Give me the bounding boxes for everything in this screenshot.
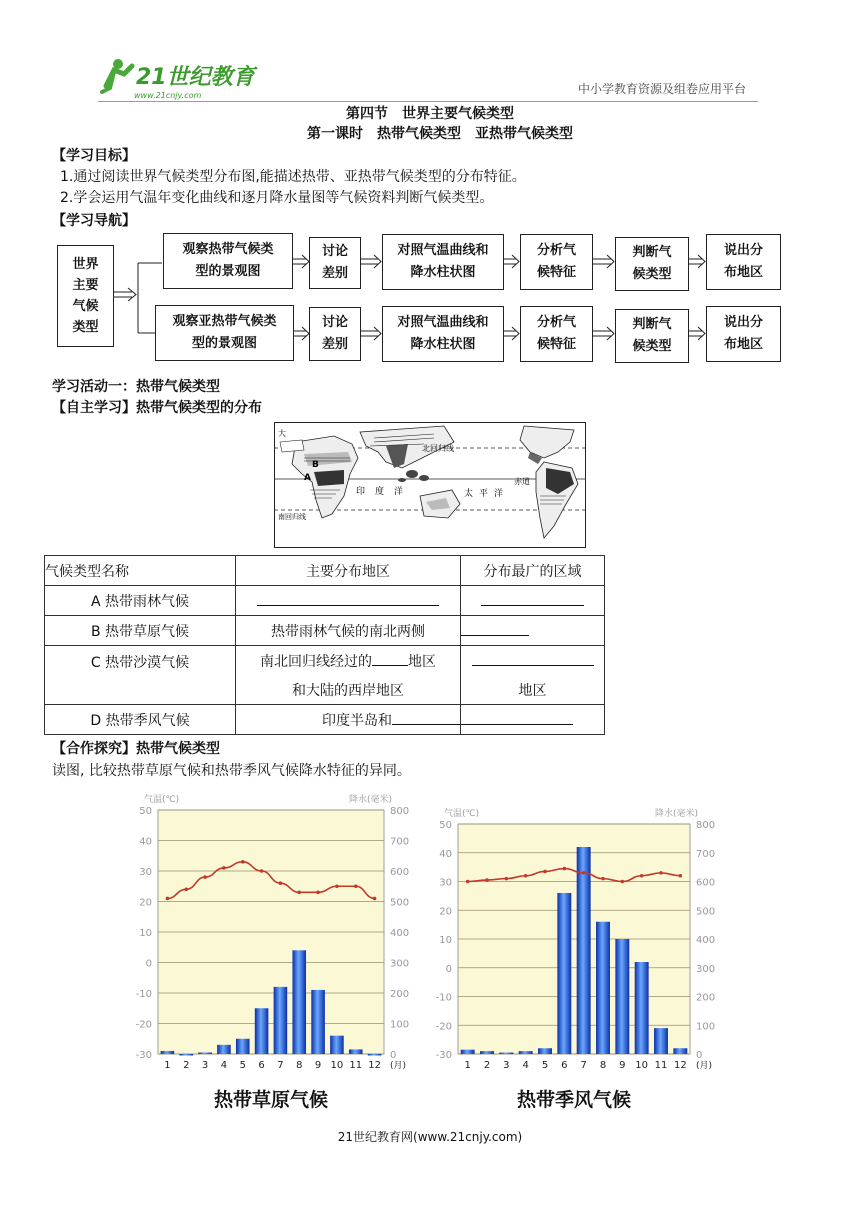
y-axis-label: 气温(℃) [144,795,180,805]
temperature-point [222,866,226,870]
lesson-title: 第一课时 热带气候类型 亚热带气候类型 [307,126,573,142]
temperature-point [279,881,283,885]
section-title: 第四节 世界主要气候类型 [346,106,514,122]
y2-tick-label: 100 [390,1019,410,1031]
x-unit-label: (月) [696,1061,713,1071]
row-c-region-b: 和大陆的西岸地区 [236,675,461,705]
map-label-tropic-cancer: 北回归线 [422,444,454,453]
precip-bar [499,1053,513,1055]
row-d-region [236,705,461,735]
x-tick-label: 3 [201,1060,209,1071]
temperature-point [640,874,644,878]
y2-tick-label: 500 [390,897,410,909]
x-unit-label: (月) [390,1061,407,1071]
row-d-name: D 热带季风气候 [45,705,236,735]
row-b-name: B 热带草原气候 [45,616,236,646]
x-tick-label: 7 [277,1060,284,1071]
row-c-region-a [236,646,461,676]
x-tick-label: 4 [522,1060,529,1071]
x-tick-label: 4 [220,1060,228,1071]
precip-bar [654,1028,668,1054]
map-label-da: 大 [278,429,286,438]
y-tick-label: -20 [135,1019,152,1031]
y-tick-label: -10 [135,989,152,1000]
nav-row1-step2: 讨论差别 [309,237,361,289]
temperature-point [241,860,245,864]
y2-tick-label: 300 [696,963,716,975]
y-tick-label: -20 [435,1021,452,1033]
y2-tick-label: 700 [390,836,410,848]
precip-bar [217,1045,231,1054]
y-tick-label: 30 [439,877,452,889]
y-tick-label: 30 [139,867,152,878]
precip-bar [349,1049,363,1054]
temperature-point [543,870,547,874]
x-tick-label: 5 [541,1060,549,1071]
nav-row1-step3-label: 对照气温曲线和降水柱状图 [397,243,489,280]
y2-tick-label: 0 [696,1050,703,1061]
y2-tick-label: 400 [696,935,716,946]
row-a-region [236,586,461,616]
precip-bar [198,1052,212,1054]
temperature-point [563,867,567,871]
precip-bar [255,1008,269,1054]
nav-row2-step4: 分析气候特征 [520,306,593,362]
footer-text: 21世纪教育网(www.21cnjy.com) [337,1130,523,1144]
goals-heading: 【学习目标】 [52,148,136,164]
x-tick-label: 8 [599,1060,607,1071]
nav-row2-step2: 讨论差别 [309,307,361,361]
y-axis-label: 气温(℃) [444,809,480,819]
precip-bar [461,1050,475,1054]
x-tick-label: 11 [654,1060,668,1071]
precip-bar [236,1039,250,1054]
y2-tick-label: 800 [696,820,716,831]
temperature-point [621,880,625,884]
x-tick-label: 6 [258,1060,265,1071]
x-tick-label: 12 [368,1060,381,1071]
temperature-point [679,874,683,878]
temperature-point [466,880,470,884]
y2-tick-label: 800 [390,806,410,817]
row-d-region-text: 印度半岛和 [322,712,392,729]
table-row [45,616,605,646]
precip-bar [519,1051,533,1054]
x-tick-label: 1 [164,1060,171,1071]
y2-tick-label: 200 [696,992,716,1004]
precip-bar [292,950,306,1054]
y-tick-label: 10 [439,935,452,946]
temperature-point [659,871,663,875]
chart-monsoon [428,804,728,1120]
y2-tick-label: 600 [696,877,716,889]
chart-savanna [132,790,428,1120]
precip-bar [179,1054,193,1056]
row-c-name: C 热带沙漠气候 [45,646,236,705]
table-header-widest: 分布最广的区域 [461,556,605,586]
temperature-point [505,877,509,881]
table-header-region: 主要分布地区 [236,556,461,586]
temperature-point [485,878,489,882]
row-a-widest [461,586,605,616]
y-tick-label: 40 [439,848,452,860]
y2-tick-label: 700 [696,848,716,860]
map-label-indian-ocean: 印度洋 [356,487,414,497]
precip-bar [673,1048,687,1054]
temperature-point [316,891,320,895]
self-study-heading: 【自主学习】热带气候类型的分布 [52,400,262,416]
temperature-point [335,884,339,888]
activity1-heading: 学习活动一：热带气候类型 [52,379,220,395]
row-c-region-a-suffix: 地区 [408,653,436,670]
temperature-point [354,884,358,888]
nav-row1-step5: 判断气候类型 [615,237,689,291]
goal-item-1: 1.通过阅读世界气候类型分布图,能描述热带、亚热带气候类型的分布特征。 [60,169,526,185]
precip-bar [311,990,325,1054]
table-header-name: 气候类型名称 [45,556,236,586]
precip-bar [368,1054,382,1056]
temperature-point [601,877,605,881]
goal-item-2: 2.学会运用气温年变化曲线和逐月降水量图等气候资料判断气候类型。 [60,190,494,206]
x-tick-label: 2 [183,1060,190,1071]
precip-bar [480,1051,494,1054]
platform-name: 中小学教育资源及组卷应用平台 [578,82,747,96]
cooperate-heading: 【合作探究】热带气候类型 [52,741,220,757]
row-c-widest-a [461,646,605,676]
x-tick-label: 3 [503,1060,510,1071]
map-label-equator: 赤道 [514,477,530,486]
row-d-widest [461,705,605,735]
row-b-widest [461,616,605,646]
climate-table [44,555,605,735]
x-tick-label: 2 [483,1060,491,1071]
y-tick-label: -30 [135,1050,152,1061]
y-tick-label: 0 [145,958,152,970]
x-tick-label: 10 [635,1060,649,1071]
temperature-point [582,871,586,875]
precip-bar [577,847,591,1054]
precip-bar [615,939,629,1054]
y2-axis-label: 降水(毫米) [654,809,698,819]
y-tick-label: -10 [435,992,452,1004]
y2-axis-label: 降水(毫米) [348,795,392,805]
precip-bar [161,1051,175,1054]
x-tick-label: 8 [296,1060,303,1071]
logo-text: 21世纪教育 [136,65,255,90]
x-tick-label: 9 [619,1060,626,1071]
nav-row1-step4: 分析气候特征 [520,234,593,290]
x-tick-label: 9 [314,1060,322,1071]
y2-tick-label: 500 [696,906,716,918]
temperature-point [297,891,301,895]
temperature-point [260,869,264,873]
nav-heading: 【学习导航】 [52,213,136,229]
y-tick-label: 20 [139,897,152,909]
row-a-name: A 热带雨林气候 [45,586,236,616]
y2-tick-label: 600 [390,867,410,878]
y-tick-label: -30 [435,1050,452,1061]
cooperate-prompt: 读图, 比较热带草原气候和热带季风气候降水特征的异同。 [52,763,411,779]
table-row [45,646,605,676]
y2-tick-label: 100 [696,1021,716,1033]
nav-row2-step5: 判断气候类型 [615,309,689,363]
row-b-region: 热带雨林气候的南北两侧 [236,616,461,646]
precip-bar [635,962,649,1054]
temperature-point [203,875,207,879]
x-tick-label: 10 [330,1060,344,1071]
precip-bar [330,1036,344,1054]
y2-tick-label: 200 [390,989,410,1000]
map-label-pacific: 太平洋 [464,489,510,499]
y-tick-label: 50 [139,806,152,817]
nav-root-box: 世界主要气候类型 [57,245,114,347]
x-tick-label: 11 [349,1060,363,1071]
nav-row2-step3-label: 对照气温曲线和降水柱状图 [397,315,489,352]
chart-title: 热带草原气候 [213,1089,329,1111]
table-row [45,586,605,616]
nav-row2-step6: 说出分布地区 [706,306,781,362]
row-c-region-a-text: 南北回归线经过的 [260,653,372,670]
temperature-point [184,888,188,892]
nav-step-arrows [0,0,860,380]
y2-tick-label: 400 [390,928,410,939]
climate-distribution-map [274,422,586,548]
y-tick-label: 0 [445,963,452,975]
y2-tick-label: 0 [390,1050,397,1061]
precip-bar [557,893,571,1054]
precip-bar [274,987,288,1054]
temperature-point [373,897,377,901]
x-tick-label: 6 [561,1060,568,1071]
map-label-tropic-capricorn: 南回归线 [278,513,306,521]
nav-row2-step1-label: 观察亚热带气候类型的景观图 [172,314,277,351]
y-tick-label: 10 [139,928,152,939]
row-c-widest-b: 地区 [461,675,605,705]
x-tick-label: 7 [580,1060,587,1071]
temperature-point [166,897,170,901]
chart-title: 热带季风气候 [516,1089,632,1111]
temperature-point [524,874,528,878]
y-tick-label: 50 [439,820,452,831]
y-tick-label: 40 [139,836,152,848]
x-tick-label: 5 [239,1060,246,1071]
precip-bar [596,922,610,1054]
precip-bar [538,1048,552,1054]
x-tick-label: 1 [464,1060,471,1071]
y-tick-label: 20 [439,906,452,918]
nav-row1-step6: 说出分布地区 [706,234,781,290]
logo-url: www.21cnjy.com [134,91,202,100]
table-row [45,705,605,735]
y2-tick-label: 300 [390,958,410,970]
nav-row1-step1-label: 观察热带气候类型的景观图 [182,242,274,279]
map-label-a: A [304,473,311,483]
map-label-b: B [312,460,319,470]
x-tick-label: 12 [673,1060,687,1071]
